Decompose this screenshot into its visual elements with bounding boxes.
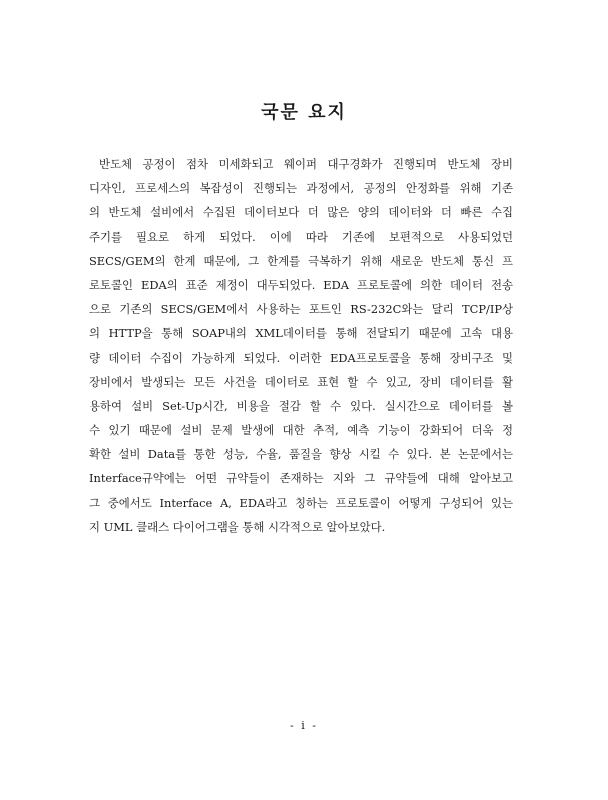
abstract-line: 지 UML 클래스 다이어그램을 통해 시각적으로 알아보았다. xyxy=(89,519,386,534)
abstract-line: 장비에서 발생되는 모든 사건을 데이터로 표현 할 수 있고, 장비 데이터를 활 xyxy=(89,374,513,389)
abstract-line: 으로 기존의 SECS/GEM에서 사용하는 포트인 RS-232C와는 달리 TCP/IP상 xyxy=(89,302,513,317)
page-title: 국문 요지 xyxy=(261,102,347,123)
abstract-line: 주기를 필요로 하게 되었다. 이에 따라 기존에 보편적으로 사용되었던 xyxy=(89,229,513,244)
abstract-line: 로토콜인 EDA의 표준 제정이 대두되었다. EDA 프로토콜에 의한 데이터 전송 xyxy=(89,277,513,292)
abstract-line: 디자인, 프로세스의 복잡성이 진행되는 과정에서, 공정의 안정화를 위해 기존 xyxy=(89,181,513,196)
page-number: - i - xyxy=(290,719,318,732)
abstract-line: 량 데이터 수집이 가능하게 되었다. 이러한 EDA프로토콜을 통해 장비구조 및 xyxy=(89,350,513,365)
abstract-line: 반도체 공정이 점차 미세화되고 웨이퍼 대구경화가 진행되며 반도체 장비 xyxy=(99,157,513,171)
abstract-body xyxy=(89,152,513,539)
abstract-line: Interface규약에는 어떤 규약들이 존재하는 지와 그 규약들에 대해 알아보고 xyxy=(89,471,513,486)
abstract-line: 의 HTTP을 통해 SOAP내의 XML데이터를 통해 전달되기 때문에 고속 대용 xyxy=(89,326,513,341)
abstract-line: 용하여 설비 Set-Up시간, 비용을 절감 할 수 있다. 실시간으로 데이터를 볼 xyxy=(89,398,513,413)
abstract-line: 확한 설비 Data를 통한 성능, 수율, 품질을 향상 시킬 수 있다. 본 논문에서는 xyxy=(89,447,513,462)
abstract-line: 의 반도체 설비에서 수집된 데이터보다 더 많은 양의 데이터와 더 빠른 수집 xyxy=(89,205,513,220)
abstract-line: SECS/GEM의 한계 때문에, 그 한계를 극복하기 위해 새로운 반도체 통신 프 xyxy=(89,253,513,268)
abstract-line: 수 있기 때문에 설비 문제 발생에 대한 추적, 예측 기능이 강화되어 더욱 정 xyxy=(89,423,513,438)
abstract-line: 그 중에서도 Interface A, EDA라고 칭하는 프로토콜이 어떻게 구성되어 있는 xyxy=(89,495,513,510)
